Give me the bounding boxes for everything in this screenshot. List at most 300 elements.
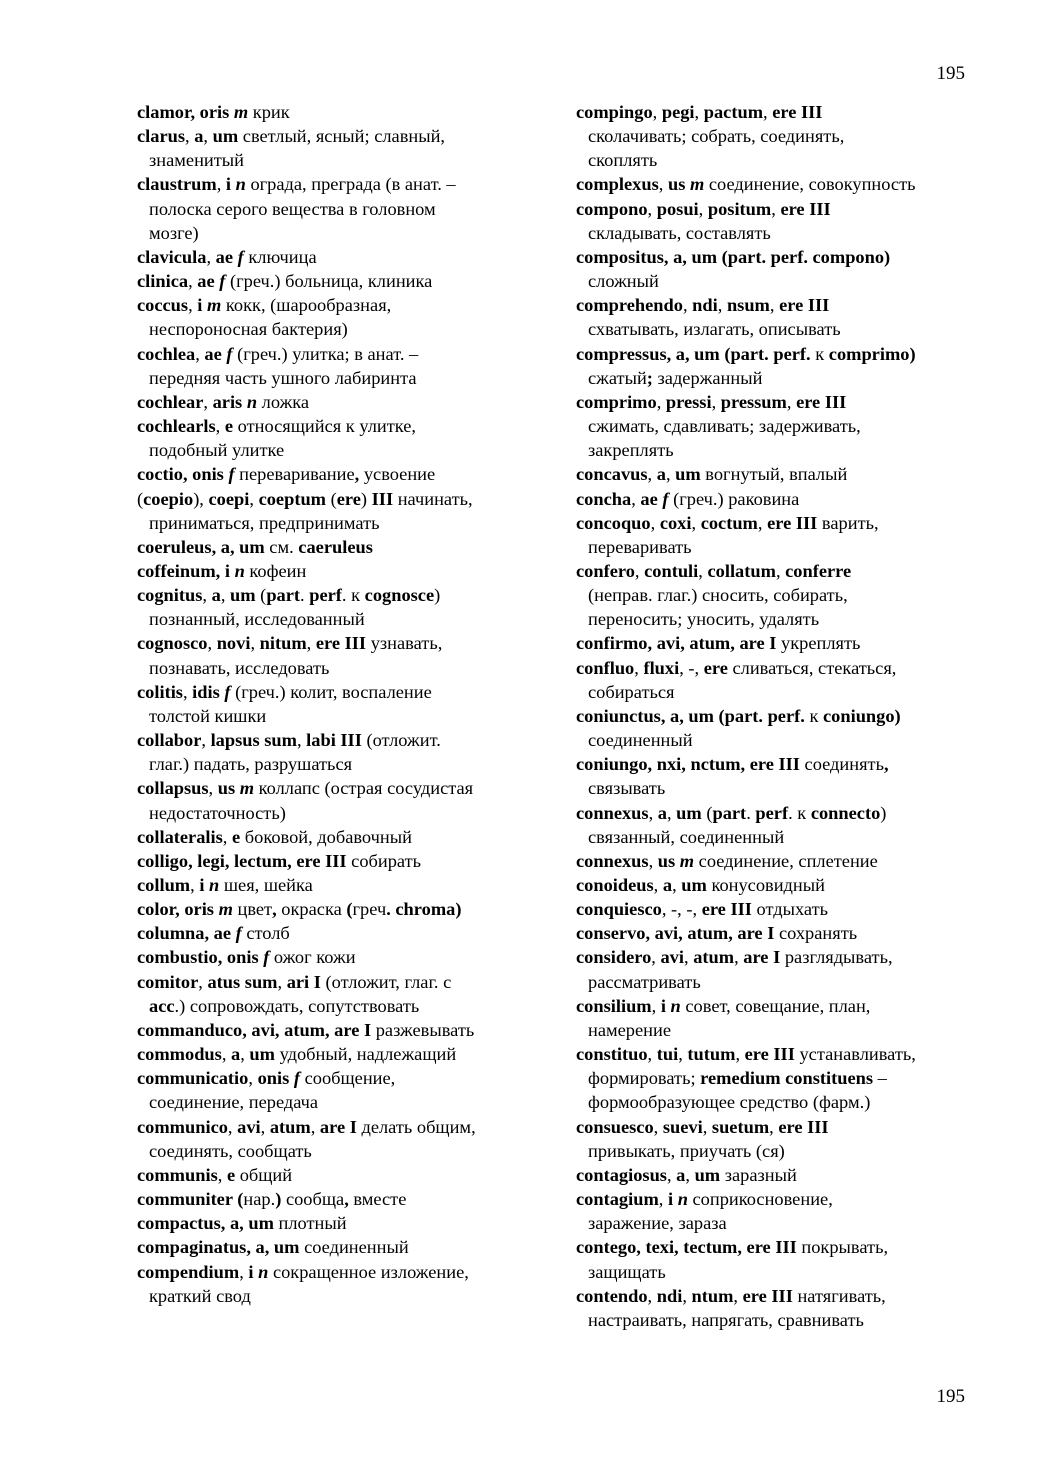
translation-text: переваривание (234, 464, 355, 485)
dictionary-entry (137, 583, 537, 631)
dictionary-entry (137, 342, 537, 390)
translation-text: , (188, 295, 198, 316)
translation-text: . (300, 585, 310, 606)
translation-text: , (694, 102, 704, 122)
translation-text: соединенный (588, 730, 693, 751)
latin-term: coniunctus, a, um (part. perf. (576, 705, 805, 726)
translation-text: , (195, 343, 205, 364)
dictionary-entry (137, 1042, 537, 1066)
dictionary-entry (137, 1187, 537, 1211)
translation-text: , (691, 512, 701, 533)
latin-term: coeruleus, a, um (137, 536, 265, 557)
translation-text: , (702, 1116, 712, 1137)
translation-text: узнавать, (366, 633, 443, 654)
translation-text: натягивать, (792, 1285, 886, 1306)
translation-text: совет, совещание, план, (680, 995, 871, 1016)
latin-term: um (676, 802, 702, 823)
translation-text: , (217, 1164, 227, 1185)
latin-term: coffeinum, i (137, 560, 235, 581)
dictionary-entry (137, 100, 537, 124)
dictionary-entry (137, 873, 537, 897)
dictionary-entry (576, 1115, 976, 1163)
latin-term: positum (707, 198, 772, 219)
gender-mark: m (689, 174, 705, 195)
dictionary-entry (576, 511, 976, 559)
translation-text: подобный улитке (149, 440, 285, 461)
gender-mark: n (246, 391, 258, 412)
latin-term: a (231, 1044, 241, 1065)
translation-text: соединение, передача (149, 1092, 319, 1113)
dictionary-entry (137, 970, 537, 1018)
translation-text: кокк, (шарообразная, (221, 295, 392, 316)
latin-term: connecto (810, 802, 881, 823)
dictionary-column-right (576, 100, 976, 1332)
latin-term: ere III (772, 102, 823, 122)
translation-text: , (658, 174, 668, 195)
translation-text: (греч.) колит, воспаление (230, 681, 432, 702)
translation-text: , (656, 391, 666, 412)
latin-term: tutum (687, 1044, 736, 1065)
translation-text: недостаточность) (149, 802, 286, 823)
translation-text: соединение, сплетение (694, 850, 878, 871)
latin-term: novi (216, 633, 251, 654)
translation-text: , (260, 1116, 270, 1137)
gender-mark: f (226, 343, 233, 364)
translation-text: столб (241, 923, 290, 944)
translation-text: вместе (348, 1189, 407, 1210)
translation-text: толстой кишки (149, 705, 267, 726)
translation-text: связывать (588, 778, 666, 799)
latin-term: ntum (691, 1285, 734, 1306)
translation-text: удобный, надлежащий (274, 1044, 457, 1065)
translation-text: , (631, 488, 641, 509)
latin-term: ndi (656, 1285, 683, 1306)
dictionary-entry (137, 414, 537, 462)
translation-text: шея, шейка (219, 875, 313, 895)
translation-text: сжатый (588, 367, 647, 388)
translation-text: , (634, 657, 644, 678)
translation-text: , (198, 971, 208, 992)
dictionary-entry (137, 1163, 537, 1187)
translation-text: отдыхать (751, 899, 829, 920)
latin-term: coctio, onis (137, 464, 229, 485)
translation-text: начинать, (393, 488, 473, 509)
translation-text: формообразующее средство (фарм.) (588, 1092, 871, 1113)
translation-text: сливаться, стекаться, (727, 657, 897, 678)
dictionary-entry (137, 849, 537, 873)
latin-term: us (657, 850, 680, 871)
dictionary-entry (576, 559, 976, 631)
latin-term: contego, texi, tectum, ere III (576, 1237, 797, 1258)
latin-term: acc (149, 995, 175, 1016)
dictionary-entry (137, 245, 537, 269)
latin-term: um (230, 585, 256, 606)
latin-term: perf (309, 585, 342, 606)
gender-mark: f (219, 271, 226, 292)
latin-term: a (656, 464, 666, 485)
translation-text: , (775, 560, 786, 581)
latin-term: communiter ( (137, 1189, 244, 1210)
translation-text: , (786, 391, 797, 412)
translation-text: задержанный (652, 367, 763, 388)
gender-mark: n (235, 174, 246, 195)
latin-term: ere (703, 657, 728, 678)
translation-text: , (188, 271, 198, 292)
latin-term: ae (640, 488, 663, 509)
latin-term: cognosce (364, 585, 435, 606)
translation-text: , (222, 826, 232, 847)
latin-term: commodus (137, 1044, 222, 1065)
translation-text: соединение, совокупность (704, 174, 916, 195)
dictionary-entry (576, 656, 976, 704)
latin-term: concha (576, 488, 632, 509)
translation-text: , (763, 102, 773, 122)
latin-term: cognitus (137, 585, 203, 606)
translation-text: . к (341, 585, 365, 606)
latin-term: clamor, oris (137, 102, 234, 122)
latin-term: suevi (662, 1116, 703, 1137)
gender-mark: f (662, 488, 669, 509)
latin-term: ere III (744, 1044, 795, 1065)
latin-term: a (211, 585, 221, 606)
latin-term: ere III (742, 1285, 793, 1306)
translation-text: глаг.) падать, разрушаться (149, 754, 353, 775)
latin-term: labi III (306, 730, 362, 751)
latin-term: um (212, 126, 239, 147)
dictionary-entry (137, 1235, 537, 1259)
translation-text: нар. (243, 1189, 276, 1210)
dictionary-entry (576, 197, 976, 245)
latin-term: claustrum (137, 174, 217, 195)
translation-text: , (678, 1044, 688, 1065)
latin-term: concoquo (576, 512, 651, 533)
dictionary-entry (576, 897, 976, 921)
translation-text: , (185, 126, 195, 147)
latin-term: i (225, 174, 236, 195)
translation-text: . (746, 802, 756, 823)
latin-term: contagium (576, 1189, 659, 1210)
translation-text: , (650, 512, 660, 533)
translation-text: , (735, 1044, 745, 1065)
dictionary-entry (137, 559, 537, 583)
latin-term: a (194, 126, 204, 147)
gender-mark: f (263, 947, 270, 968)
translation-text: , (734, 947, 744, 968)
translation-text: , (207, 633, 217, 654)
dictionary-entry (137, 172, 537, 244)
translation-text: (отложит. (361, 730, 441, 751)
latin-term: color, oris (137, 899, 219, 920)
translation-text: ) (360, 488, 372, 509)
latin-term: ere III (780, 198, 831, 219)
translation-text: , (240, 1044, 250, 1065)
latin-term: i (248, 1261, 259, 1282)
translation-text: , (647, 464, 657, 485)
gender-mark: m (239, 778, 255, 799)
latin-term: ) (275, 1189, 282, 1210)
latin-term: considero (576, 947, 652, 968)
translation-text: , (202, 585, 212, 606)
dictionary-entry (137, 1066, 537, 1114)
translation-text: греч (352, 899, 387, 920)
latin-term: comitor (137, 971, 199, 992)
translation-text: , (648, 850, 658, 871)
translation-text: , -, (679, 657, 704, 678)
translation-text: приниматься, предпринимать (149, 512, 380, 533)
latin-term: conservo, avi, atum, are I (576, 923, 775, 944)
translation-text: , (182, 681, 193, 702)
latin-term: avi (237, 1116, 261, 1137)
translation-text: , (647, 198, 657, 219)
latin-term: pressum (720, 391, 787, 412)
translation-text: знаменитый (149, 150, 244, 171)
latin-term: cochlearls (137, 416, 216, 437)
translation-text: краткий свод (149, 1285, 251, 1306)
translation-text: ложка (257, 391, 310, 412)
dictionary-entry (576, 172, 976, 196)
latin-term: um (249, 1044, 275, 1065)
latin-term: a (662, 875, 673, 895)
translation-text: познавать, исследовать (149, 657, 330, 678)
translation-text: полоска серого вещества в головном (149, 198, 436, 219)
latin-term: complexus (576, 174, 659, 195)
dictionary-entry (137, 921, 537, 945)
latin-term: , (883, 754, 889, 775)
translation-text: цвет (232, 899, 273, 920)
latin-term: coniungo) (823, 705, 901, 726)
dictionary-entry (576, 752, 976, 800)
translation-text: ожог кожи (269, 947, 356, 968)
translation-text: переваривать (588, 536, 692, 557)
latin-term: coniungo, nxi, nctum, ere III (576, 754, 800, 775)
translation-text: (греч.) больница, клиника (225, 271, 433, 292)
dictionary-entry (576, 100, 976, 172)
translation-text: к (804, 705, 823, 726)
latin-term: consilium (576, 995, 652, 1016)
latin-term: us (667, 174, 690, 195)
latin-term: colligo, legi, lectum, ere III (137, 850, 347, 871)
latin-term: cochlea (137, 343, 196, 364)
translation-text: , (227, 1116, 238, 1137)
dictionary-entry (137, 1260, 537, 1308)
dictionary-entry (576, 631, 976, 655)
latin-term: remedium constituens (700, 1068, 874, 1089)
dictionary-entry (576, 1042, 976, 1114)
translation-text: варить, (817, 512, 879, 533)
latin-term: are I (319, 1116, 357, 1137)
latin-term: compositus, a, um (part. perf. compono) (576, 246, 891, 267)
translation-text: мозге) (149, 222, 199, 243)
translation-text: ) (434, 585, 441, 606)
latin-term: aris (212, 391, 247, 412)
translation-text: , (248, 1068, 258, 1089)
translation-text: соприкосновение, (687, 1189, 833, 1210)
translation-text: укреплять (776, 633, 861, 654)
translation-text: , (771, 198, 781, 219)
translation-text: , (682, 295, 693, 316)
translation-text: (греч.) улитка; в анат. – (232, 343, 419, 364)
latin-term: . chroma) (386, 899, 462, 920)
gender-mark: f (293, 1068, 300, 1089)
dictionary-entry (137, 535, 537, 559)
page-number-top: 195 (936, 63, 965, 84)
latin-term: lapsus sum (210, 730, 297, 751)
latin-term: collabor (137, 730, 202, 751)
latin-term: i (667, 1189, 678, 1210)
latin-term: pegi (661, 102, 695, 122)
translation-text: ( (255, 585, 267, 606)
translation-text: ограда, преграда (в анат. – (245, 174, 456, 195)
translation-text: , (220, 585, 231, 606)
translation-text: , (203, 126, 213, 147)
translation-text: кофеин (244, 560, 307, 581)
latin-term: clinica (137, 271, 189, 292)
translation-text: устанавливать, (794, 1044, 916, 1065)
latin-term: conferre (785, 560, 852, 581)
dictionary-entry (137, 897, 537, 921)
translation-text: – (873, 1068, 887, 1089)
translation-text: относящийся к улитке, (233, 416, 417, 437)
translation-text: , (249, 488, 259, 509)
translation-text: . к (788, 802, 811, 823)
latin-term: consuesco (576, 1116, 654, 1137)
dictionary-entry (576, 849, 976, 873)
latin-term: collateralis (137, 826, 223, 847)
translation-text: усвоение (359, 464, 436, 485)
latin-term: compactus, a, um (137, 1213, 274, 1234)
translation-text: познанный, исследованный (149, 609, 365, 630)
latin-term: contendo (576, 1285, 648, 1306)
dictionary-entry (576, 994, 976, 1042)
translation-text: ) (880, 802, 887, 823)
latin-term: atum (269, 1116, 311, 1137)
latin-term: collapsus (137, 778, 209, 799)
gender-mark: f (235, 923, 242, 944)
dictionary-entry (576, 1235, 976, 1283)
dictionary-entry (576, 390, 976, 462)
translation-text: , (685, 1164, 695, 1185)
latin-term: compendium (137, 1261, 240, 1282)
translation-text: , (651, 947, 661, 968)
latin-term: conoideus (576, 875, 654, 895)
translation-text: разглядывать, (780, 947, 893, 968)
translation-text: светлый, ясный; славный, (238, 126, 446, 147)
translation-text: закреплять (588, 440, 674, 461)
dictionary-entry (576, 342, 976, 390)
dictionary-entry (137, 390, 537, 414)
translation-text: (греч.) раковина (668, 488, 800, 509)
translation-text: , (277, 971, 287, 992)
dictionary-entry (137, 631, 537, 679)
translation-text: , (666, 1164, 677, 1185)
gender-mark: n (234, 560, 245, 581)
latin-term: us (217, 778, 240, 799)
translation-text: , (653, 1116, 663, 1137)
translation-text: ключица (243, 246, 317, 267)
translation-text: , (647, 1044, 657, 1065)
latin-term: commanduco, avi, atum, are I (137, 1019, 372, 1040)
dictionary-entry (576, 1187, 976, 1235)
latin-term: coepi (208, 488, 250, 509)
latin-term: constituo (576, 1044, 648, 1065)
latin-term: a (657, 802, 667, 823)
translation-text: , (306, 633, 316, 654)
latin-term: compono (576, 198, 648, 219)
translation-text: крик (248, 102, 290, 122)
latin-term: are I (743, 947, 781, 968)
latin-term: coxi (659, 512, 692, 533)
translation-text: сокращенное изложение, (268, 1261, 469, 1282)
gender-mark: m (679, 850, 695, 871)
gender-mark: n (670, 995, 681, 1016)
translation-text: складывать, составлять (588, 222, 771, 243)
latin-term: ere (336, 488, 361, 509)
dictionary-entry (137, 269, 537, 293)
translation-text: плотный (273, 1213, 347, 1234)
translation-text: формировать; (588, 1068, 701, 1089)
latin-term: ae (215, 246, 238, 267)
latin-term: atum (693, 947, 735, 968)
translation-text: , (733, 1285, 743, 1306)
translation-text: , (665, 464, 676, 485)
translation-text: связанный, соединенный (588, 826, 785, 847)
gender-mark: f (224, 681, 231, 702)
gender-mark: f (237, 246, 244, 267)
latin-term: tui (656, 1044, 679, 1065)
translation-text: , (206, 246, 216, 267)
translation-text: , (208, 778, 218, 799)
latin-term: colitis (137, 681, 183, 702)
gender-mark: m (218, 899, 233, 920)
translation-text: скоплять (588, 150, 658, 171)
translation-text: сколачивать; собрать, соединять, (588, 126, 845, 147)
latin-term: ere III (767, 512, 818, 533)
latin-term: collatum (707, 560, 776, 581)
translation-text: , (698, 560, 708, 581)
latin-term: pactum (703, 102, 764, 122)
translation-text: собирать (346, 850, 422, 871)
translation-text: , (296, 730, 307, 751)
translation-text: , (203, 391, 213, 412)
latin-term: part (266, 585, 301, 606)
dictionary-entry (137, 825, 537, 849)
latin-term: suetum (711, 1116, 770, 1137)
latin-term: i (197, 295, 207, 316)
dictionary-entry (576, 293, 976, 341)
translation-text: , (666, 802, 677, 823)
latin-term: connexus (576, 850, 649, 871)
translation-text: , (648, 802, 658, 823)
latin-term: ere III (701, 899, 752, 920)
translation-text: , (757, 512, 768, 533)
latin-term: ( (346, 899, 353, 920)
translation-text: общий (235, 1164, 293, 1185)
latin-term: , (344, 1189, 349, 1210)
latin-term: coccus (137, 295, 189, 316)
latin-term: ere III (796, 391, 847, 412)
translation-text: заражение, зараза (588, 1213, 727, 1234)
latin-term: columna, ae (137, 923, 236, 944)
translation-text: передняя часть ушного лабиринта (149, 367, 417, 388)
translation-text: коллапс (острая сосудистая (254, 778, 474, 799)
translation-text: , (310, 1116, 320, 1137)
latin-term: communicatio (137, 1068, 249, 1089)
dictionary-entry (137, 462, 537, 486)
gender-mark: n (258, 1261, 269, 1282)
translation-text: см. (264, 536, 299, 557)
translation-text: сообщение, (299, 1068, 396, 1089)
latin-term: nsum (726, 295, 770, 316)
